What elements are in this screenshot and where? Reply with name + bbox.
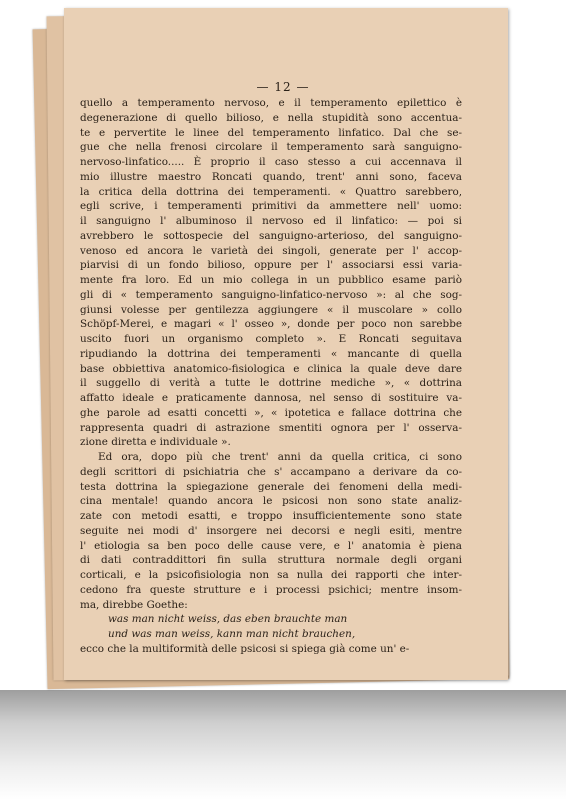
text-line: gue che nella frenosi circolare il temperamento sarà sanguigno- <box>80 141 462 154</box>
text-line: zione diretta e individuale ». <box>80 436 231 449</box>
text-line: zate con metodi esatti, e troppo insufficientemente sono state <box>80 510 462 522</box>
text-line: avrebbero le sottospecie del sanguigno-arterioso, del sanguigno- <box>80 229 462 242</box>
text-line: affatto ideale e praticamente dannosa, nel senso di sostituire va- <box>80 392 462 404</box>
scan-background-shadow <box>0 690 566 800</box>
text-line: nervoso-linfatico..... È proprio il caso stesso a cui accennava il <box>80 156 462 168</box>
paragraph-start-line: Ed ora, dopo più che trent' anni da quella critica, ci sono <box>98 451 462 463</box>
text-line: Schöpf-Merei, e magari « l' osseo », donde per poco non sarebbe <box>80 318 462 331</box>
text-line: cedono fra queste strutture e i processi psichici; mentre insom- <box>80 583 462 596</box>
text-line: uscito fuori un organismo completo ». E Roncati seguitava <box>80 333 462 345</box>
body-text <box>80 96 462 657</box>
text-line: la critica della dottrina dei temperamenti. « Quattro sarebbero, <box>80 185 462 198</box>
text-line: base obbiettiva anatomico-fisiologica e clinica la quale deve dare <box>80 362 462 375</box>
text-line: corticali, e la psicofisiologia non sa nulla dei rapporti che inter- <box>80 569 462 581</box>
text-line: testa dottrina la spiegazione generale dei fenomeni della medi- <box>80 480 462 493</box>
text-line: degenerazione di quello bilioso, e nella stupidità sono accentua- <box>80 111 462 124</box>
text-line: mente fra loro. Ed un mio collega in un pubblico esame pariò <box>80 274 462 286</box>
text-line: ripudiando la dottrina dei temperamenti « mancante di quella <box>80 347 462 360</box>
text-line: mio illustre maestro Roncati quando, trent' anni sono, faceva <box>80 170 462 183</box>
text-line: seguite nei modi d' insorgere nei decorsi e negli esiti, mentre <box>80 524 462 537</box>
goethe-quote-line: was man nicht weiss, das eben brauchte man <box>108 613 348 626</box>
text-line: quello a temperamento nervoso, e il temperamento epilettico è <box>80 97 462 109</box>
text-line: te e pervertite le linee del temperamento linfatico. Dal che se- <box>80 126 462 139</box>
page-number: — 12 — <box>256 80 310 94</box>
text-line: venoso ed ancora le varietà dei singoli, generate per l' accop- <box>80 244 462 257</box>
text-line: il suggello di verità a tutte le dottrine mediche », « dottrina <box>80 377 462 390</box>
text-line: ecco che la multiformità delle psicosi si spiega già come un' e- <box>80 642 410 655</box>
text-line: il sanguigno l' albuminoso il nervoso ed il linfatico: — poi si <box>80 215 462 227</box>
text-line: piarvisi di un fondo bilioso, oppure per l' associarsi essi varia- <box>80 259 462 272</box>
text-line: gli di « temperamento sanguigno-linfatico-nervoso »: al che sog- <box>80 288 462 301</box>
text-line: egli scrive, i temperamenti primitivi da ammettere nell' uomo: <box>80 200 462 213</box>
text-line: rappresenta quadri di astrazione smentiti ognora per l' osserva- <box>80 421 462 434</box>
text-line: l' etiologia sa ben poco delle cause vere, e l' anatomia è piena <box>80 539 462 552</box>
text-line: giunsi volesse per gentilezza aggiungere « il muscolare » collo <box>80 303 462 316</box>
text-line: di dati contraddittori fin sulla struttura normale degli organi <box>80 554 462 567</box>
goethe-quote-line: und was man weiss, kann man nicht brauchen, <box>108 628 356 640</box>
text-line: ghe parole ad esatti concetti », « ipotetica e fallace dottrina che <box>80 406 462 419</box>
text-line: ma, direbbe Goethe: <box>80 598 188 611</box>
text-line: degli scrittori di psichiatria che s' accampano a derivare da co- <box>80 465 462 478</box>
text-line: cina mentale! quando ancora le psicosi non sono state analiz- <box>80 495 462 508</box>
